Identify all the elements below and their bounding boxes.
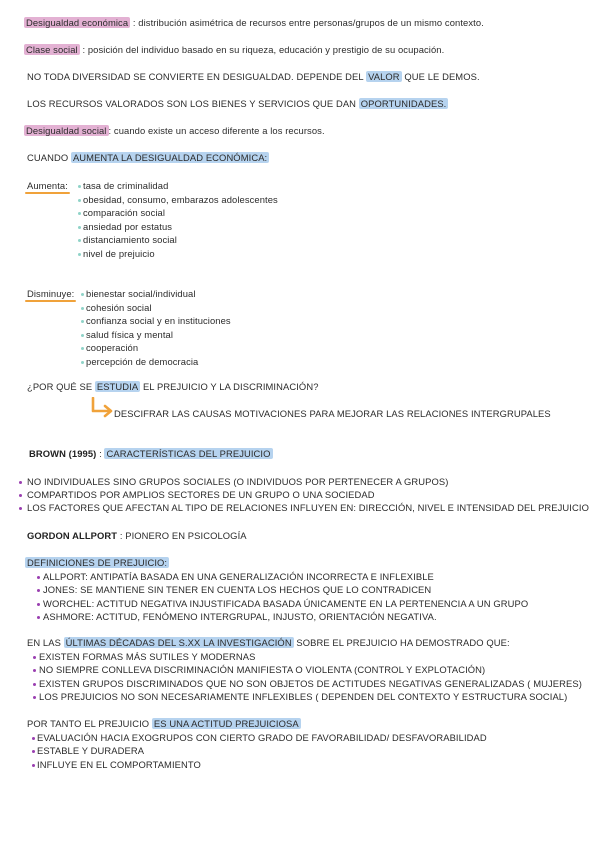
question-text: ¿POR QUÉ SE xyxy=(27,381,95,392)
ultimas-text: SOBRE EL PREJUICIO HA DEMOSTRADO QUE: xyxy=(293,637,510,648)
definition-text: : cuando existe un acceso diferente a los recursos. xyxy=(108,125,325,136)
bullet-dot xyxy=(32,737,35,740)
aumenta-label xyxy=(27,180,68,192)
highlight-estudia: ESTUDIA xyxy=(96,381,139,392)
statement-cuando xyxy=(27,152,269,164)
definition-text: : posición del individuo basado en su riqueza, educación y prestigio de su ocupación. xyxy=(79,44,445,55)
highlight-oportunidades: OPORTUNIDADES. xyxy=(360,98,447,109)
ultimas-text: EN LAS xyxy=(27,637,64,648)
definition-text: : distribución asimétrica de recursos entre personas/grupos de un mismo contexto. xyxy=(130,17,484,28)
disminuye-item: percepción de democracia xyxy=(86,355,199,367)
brown-item: NO INDIVIDUALES SINO GRUPOS SOCIALES (O INDIVIDUOS POR PERTENECER A GRUPOS) xyxy=(27,476,449,487)
disminuye-item: bienestar social/individual xyxy=(86,288,196,299)
term-highlight: Clase social xyxy=(26,44,78,55)
definiciones-title: DEFINICIONES DE PREJUICIO: xyxy=(27,557,168,568)
definiciones-heading xyxy=(25,557,169,569)
question-line xyxy=(27,381,319,393)
aumenta-item: nivel de prejuicio xyxy=(83,247,155,259)
def-clase-social xyxy=(24,44,444,56)
brown-author: BROWN (1995) xyxy=(29,448,97,459)
bullet-dot xyxy=(19,481,22,484)
aumenta-item: tasa de criminalidad xyxy=(83,180,169,191)
bullet-dot xyxy=(33,669,36,672)
highlight-valor: VALOR xyxy=(368,71,400,82)
disminuye-item: confianza social y en instituciones xyxy=(86,315,231,326)
ultimas-item: EXISTEN GRUPOS DISCRIMINADOS QUE NO SON OBJETOS DE ACTITUDES NEGATIVAS GENERALIZADAS ( MUJERES) xyxy=(39,677,582,689)
separator: : xyxy=(96,448,105,459)
bullet-dot xyxy=(81,320,84,323)
statement-diversidad xyxy=(27,71,480,83)
term-highlight: Desigualdad económica xyxy=(26,17,129,28)
ultimas-item: NO SIEMPRE CONLLEVA DISCRIMINACIÓN MANIFIESTA O VIOLENTA (CONTROL Y EXPLOTACIÓN) xyxy=(39,664,486,676)
bullet-dot xyxy=(78,253,81,256)
bullet-dot xyxy=(33,656,36,659)
bullet-dot xyxy=(81,361,84,364)
bullet-dot xyxy=(32,750,35,753)
statement-text: NO TODA DIVERSIDAD SE CONVIERTE EN DESIGUALDAD. DEPENDE DEL xyxy=(27,71,367,82)
brown-item: LOS FACTORES QUE AFECTAN AL TIPO DE RELACIONES INFLUYEN EN: DIRECCIÓN, NIVEL E INTENSIDAD DEL PREJUICIO xyxy=(27,502,589,514)
arrow-right-icon xyxy=(90,397,116,419)
allport-line xyxy=(27,530,247,542)
disminuye-item: salud física y mental xyxy=(86,328,174,340)
aumenta-item: obesidad, consumo, embarazos adolescentes xyxy=(83,193,278,205)
allport-text: : PIONERO EN PSICOLOGÍA xyxy=(117,530,247,541)
def-desigualdad-social xyxy=(24,125,325,137)
term-highlight: Desigualdad social xyxy=(26,125,107,136)
portanto-item: EVALUACIÓN HACIA EXOGRUPOS CON CIERTO GRADO DE FAVORABILIDAD/ DESFAVORABILIDAD xyxy=(37,732,487,743)
bullet-dot xyxy=(37,589,40,592)
bullet-dot xyxy=(78,212,81,215)
aumenta-item: distanciamiento social xyxy=(83,234,177,245)
portanto-item: ESTABLE Y DURADERA xyxy=(37,745,145,757)
bullet-dot xyxy=(78,199,81,202)
bullet-dot xyxy=(37,576,40,579)
portanto-text: POR TANTO EL PREJUICIO xyxy=(27,718,152,729)
brown-item: COMPARTIDOS POR AMPLIOS SECTORES DE UN GRUPO O UNA SOCIEDAD xyxy=(27,489,375,501)
aumenta-label-text: Aumenta: xyxy=(27,180,68,191)
definicion-item: ASHMORE: ACTITUD, FENÓMENO INTERGRUPAL, INJUSTO, ORIENTACIÓN NEGATIVA. xyxy=(43,610,437,622)
bullet-dot xyxy=(81,293,84,296)
brown-heading xyxy=(29,448,273,460)
allport-name: GORDON ALLPORT xyxy=(27,530,118,541)
disminuye-label xyxy=(27,288,74,300)
disminuye-label-text: Disminuye: xyxy=(27,288,75,299)
bullet-dot xyxy=(32,764,35,767)
statement-text: LOS RECURSOS VALORADOS SON LOS BIENES Y SERVICIOS QUE DAN xyxy=(27,98,359,109)
highlight-aumenta-desigualdad: AUMENTA LA DESIGUALDAD ECONÓMICA: xyxy=(72,152,268,163)
ultimas-item: EXISTEN FORMAS MÁS SUTILES Y MODERNAS xyxy=(39,651,256,662)
aumenta-item: comparación social xyxy=(83,207,166,218)
bullet-dot xyxy=(81,347,84,350)
highlight-ultimas: ÚLTIMAS DÉCADAS DEL S.XX LA INVESTIGACIÓN xyxy=(65,637,292,648)
bullet-dot xyxy=(37,616,40,619)
portanto-heading xyxy=(27,718,301,730)
statement-text: CUANDO xyxy=(27,152,71,163)
highlight-actitud: ES UNA ACTITUD PREJUICIOSA xyxy=(153,718,299,729)
question-answer: DESCIFRAR LAS CAUSAS MOTIVACIONES PARA MEJORAR LAS RELACIONES INTERGRUPALES xyxy=(114,408,551,419)
statement-recursos xyxy=(27,98,448,110)
bullet-dot xyxy=(33,696,36,699)
bullet-dot xyxy=(81,334,84,337)
bullet-dot xyxy=(19,507,22,510)
disminuye-item: cooperación xyxy=(86,342,139,353)
statement-text: QUE LE DEMOS. xyxy=(401,71,480,82)
bullet-dot xyxy=(78,185,81,188)
disminuye-item: cohesión social xyxy=(86,301,152,313)
definicion-item: WORCHEL: ACTITUD NEGATIVA INJUSTIFICADA BASADA ÚNICAMENTE EN LA PERTENENCIA A UN GRUPO xyxy=(43,597,529,609)
bullet-dot xyxy=(78,226,81,229)
ultimas-heading xyxy=(27,637,510,649)
brown-title: CARACTERÍSTICAS DEL PREJUICIO xyxy=(106,448,271,459)
bullet-dot xyxy=(37,603,40,606)
bullet-dot xyxy=(78,239,81,242)
bullet-dot xyxy=(19,494,22,497)
def-desigualdad-economica xyxy=(24,17,484,29)
ultimas-item: LOS PREJUICIOS NO SON NECESARIAMENTE INFLEXIBLES ( DEPENDEN DEL CONTEXTO Y ESTRUCTURA SOCIAL) xyxy=(39,690,568,702)
bullet-dot xyxy=(81,307,84,310)
question-text: EL PREJUICIO Y LA DISCRIMINACIÓN? xyxy=(140,381,319,392)
definicion-item: ALLPORT: ANTIPATÍA BASADA EN UNA GENERALIZACIÓN INCORRECTA E INFLEXIBLE xyxy=(43,571,434,582)
bullet-dot xyxy=(33,683,36,686)
aumenta-item: ansiedad por estatus xyxy=(83,220,173,232)
definicion-item: JONES: SE MANTIENE SIN TENER EN CUENTA LOS HECHOS QUE LO CONTRADICEN xyxy=(43,584,432,596)
portanto-item: INFLUYE EN EL COMPORTAMIENTO xyxy=(37,758,201,770)
